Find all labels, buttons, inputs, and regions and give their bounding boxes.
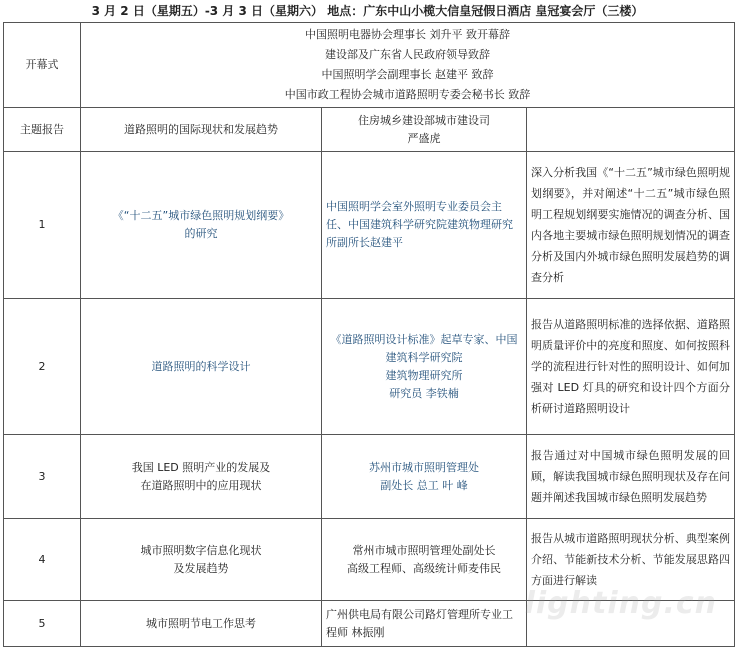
theme-row xyxy=(4,108,735,152)
theme-desc xyxy=(527,108,735,152)
row-number: 2 xyxy=(4,299,81,435)
theme-speaker: 住房城乡建设部城市建设司 严盛虎 xyxy=(322,108,527,152)
opening-row xyxy=(4,23,735,108)
row-description: 深入分析我国《“十二五”城市绿色照明规划纲要》，并对阐述“十二五”城市绿色照明工程规划纲要实施情况的调查分析、国内各地主要城市绿色照明规划情况的调查分析及国内外城市绿色照明发展趋势的调查分析 xyxy=(527,152,735,299)
table-row xyxy=(4,435,735,519)
watermark: lighting.cn xyxy=(524,586,717,621)
row-topic: 道路照明的科学设计 xyxy=(81,299,322,435)
opening-line: 中国照明电器协会理事长 刘升平 致开幕辞 xyxy=(305,28,510,41)
theme-label: 主题报告 xyxy=(4,108,81,152)
row-number: 1 xyxy=(4,152,81,299)
row-topic: 《“十二五”城市绿色照明规划纲要》 的研究 xyxy=(81,152,322,299)
opening-label: 开幕式 xyxy=(4,23,81,108)
row-description: 报告从城市道路照明现状分析、典型案例介绍、节能新技术分析、节能发展思路四方面进行解读 xyxy=(527,519,735,601)
table-row xyxy=(4,152,735,299)
row-speaker: 苏州市城市照明管理处 副处长 总工 叶 峰 xyxy=(322,435,527,519)
opening-line: 中国市政工程协会城市道路照明专委会秘书长 致辞 xyxy=(284,88,531,101)
row-number: 3 xyxy=(4,435,81,519)
row-number: 5 xyxy=(4,601,81,647)
row-description: 报告从道路照明标准的选择依据、道路照明质量评价中的亮度和照度、如何按照科学的流程进行针对性的照明设计、如何加强对 LED 灯具的研究和设计四个方面分析研讨道路照明设计 xyxy=(527,299,735,435)
table-row xyxy=(4,299,735,435)
row-topic: 城市照明节电工作思考 xyxy=(81,601,322,647)
theme-topic: 道路照明的国际现状和发展趋势 xyxy=(81,108,322,152)
row-speaker: 常州市城市照明管理处副处长 高级工程师、高级统计师麦伟民 xyxy=(322,519,527,601)
row-speaker: 广州供电局有限公司路灯管理所专业工程师 林振刚 xyxy=(322,601,527,647)
row-speaker: 《道路照明设计标准》起草专家、中国建筑科学研究院 建筑物理研究所 研究员 李铁楠 xyxy=(322,299,527,435)
row-description: 报告通过对中国城市绿色照明发展的回顾，解读我国城市绿色照明现状及存在问题并阐述我国城市绿色照明发展趋势 xyxy=(527,435,735,519)
schedule-table xyxy=(3,22,735,647)
row-topic: 城市照明数字信息化现状 及发展趋势 xyxy=(81,519,322,601)
opening-line: 建设部及广东省人民政府领导致辞 xyxy=(325,48,490,61)
opening-line: 中国照明学会副理事长 赵建平 致辞 xyxy=(321,68,494,81)
row-number: 4 xyxy=(4,519,81,601)
opening-speeches xyxy=(81,23,735,108)
schedule-header: 3 月 2 日（星期五）-3 月 3 日（星期六） 地点：广东中山小榄大信皇冠假日酒店 皇冠宴会厅（三楼） xyxy=(91,4,644,18)
row-topic: 我国 LED 照明产业的发展及 在道路照明中的应用现状 xyxy=(81,435,322,519)
row-speaker: 中国照明学会室外照明专业委员会主任、中国建筑科学研究院建筑物理研究所副所长赵建平 xyxy=(322,152,527,299)
